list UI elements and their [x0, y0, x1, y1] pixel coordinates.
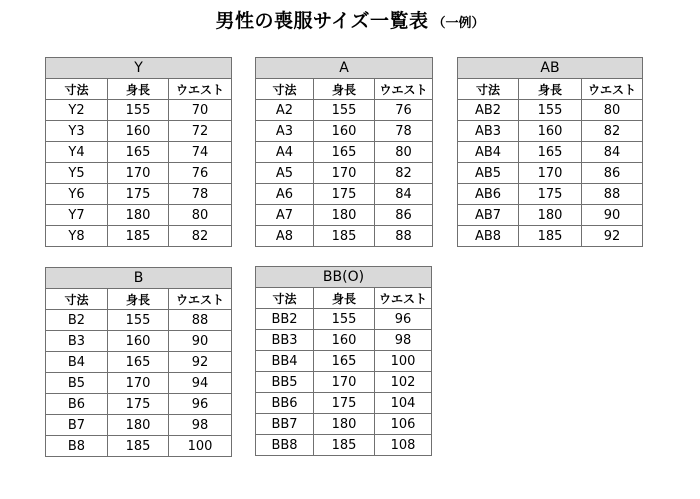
height-cell: 185 [314, 226, 375, 247]
height-cell: 160 [519, 121, 582, 142]
table-group-title: BB(O) [256, 267, 432, 288]
table-row [256, 163, 433, 184]
size-cell: AB7 [458, 205, 519, 226]
waist-cell: 76 [169, 163, 232, 184]
height-cell: 165 [108, 352, 169, 373]
size-cell: Y2 [46, 100, 108, 121]
table-row [256, 121, 433, 142]
table-row [46, 100, 232, 121]
table-row [256, 309, 432, 330]
waist-cell: 86 [375, 205, 433, 226]
height-cell: 185 [108, 436, 169, 457]
height-cell: 175 [519, 184, 582, 205]
table-group-title: Y [46, 58, 232, 79]
height-cell: 155 [108, 310, 169, 331]
col-header-size: 寸法 [46, 289, 108, 310]
waist-cell: 88 [169, 310, 232, 331]
size-table-y [45, 57, 232, 247]
size-cell: B8 [46, 436, 108, 457]
height-cell: 165 [314, 351, 375, 372]
size-cell: B3 [46, 331, 108, 352]
height-cell: 165 [314, 142, 375, 163]
waist-cell: 100 [169, 436, 232, 457]
table-row [46, 436, 232, 457]
table-row [256, 435, 432, 456]
table-row [256, 372, 432, 393]
table-row [46, 184, 232, 205]
table-row [46, 142, 232, 163]
table-group-title: AB [458, 58, 643, 79]
table-row [458, 121, 643, 142]
size-table-ab [457, 57, 643, 247]
table-row [46, 310, 232, 331]
height-cell: 175 [108, 184, 169, 205]
waist-cell: 98 [169, 415, 232, 436]
height-cell: 170 [314, 163, 375, 184]
size-cell: B6 [46, 394, 108, 415]
col-header-waist: ウエスト [375, 288, 432, 309]
size-cell: Y5 [46, 163, 108, 184]
waist-cell: 98 [375, 330, 432, 351]
col-header-size: 寸法 [256, 288, 314, 309]
size-cell: Y6 [46, 184, 108, 205]
waist-cell: 70 [169, 100, 232, 121]
height-cell: 155 [108, 100, 169, 121]
page-title [0, 6, 700, 33]
table-row [256, 414, 432, 435]
height-cell: 175 [314, 184, 375, 205]
table-row [458, 142, 643, 163]
size-cell: BB5 [256, 372, 314, 393]
waist-cell: 88 [582, 184, 643, 205]
table-row [458, 205, 643, 226]
table-row [256, 184, 433, 205]
height-cell: 160 [108, 331, 169, 352]
table-row [46, 394, 232, 415]
col-header-height: 身長 [314, 288, 375, 309]
size-cell: A5 [256, 163, 314, 184]
size-cell: Y8 [46, 226, 108, 247]
size-cell: BB3 [256, 330, 314, 351]
table-row [458, 163, 643, 184]
height-cell: 165 [519, 142, 582, 163]
size-cell: B7 [46, 415, 108, 436]
waist-cell: 72 [169, 121, 232, 142]
table-row [458, 226, 643, 247]
col-header-size: 寸法 [46, 79, 108, 100]
table-group-title: B [46, 268, 232, 289]
table-row [46, 205, 232, 226]
size-cell: BB7 [256, 414, 314, 435]
height-cell: 170 [314, 372, 375, 393]
size-cell: AB6 [458, 184, 519, 205]
height-cell: 170 [108, 373, 169, 394]
page-title-sub: （一例） [432, 16, 485, 31]
col-header-size: 寸法 [256, 79, 314, 100]
height-cell: 175 [314, 393, 375, 414]
col-header-height: 身長 [314, 79, 375, 100]
height-cell: 185 [314, 435, 375, 456]
size-cell: B5 [46, 373, 108, 394]
height-cell: 160 [108, 121, 169, 142]
table-row [256, 226, 433, 247]
waist-cell: 84 [375, 184, 433, 205]
col-header-size: 寸法 [458, 79, 519, 100]
size-cell: A6 [256, 184, 314, 205]
col-header-height: 身長 [108, 289, 169, 310]
size-cell: A2 [256, 100, 314, 121]
table-row [46, 121, 232, 142]
waist-cell: 86 [582, 163, 643, 184]
size-cell: B4 [46, 352, 108, 373]
height-cell: 155 [314, 100, 375, 121]
table-row [458, 100, 643, 121]
waist-cell: 108 [375, 435, 432, 456]
waist-cell: 106 [375, 414, 432, 435]
waist-cell: 94 [169, 373, 232, 394]
height-cell: 175 [108, 394, 169, 415]
col-header-height: 身長 [108, 79, 169, 100]
height-cell: 180 [519, 205, 582, 226]
height-cell: 180 [108, 205, 169, 226]
size-cell: Y4 [46, 142, 108, 163]
size-cell: AB2 [458, 100, 519, 121]
table-row [256, 330, 432, 351]
waist-cell: 92 [582, 226, 643, 247]
size-cell: B2 [46, 310, 108, 331]
size-cell: BB6 [256, 393, 314, 414]
waist-cell: 74 [169, 142, 232, 163]
table-row [256, 100, 433, 121]
table-row [46, 331, 232, 352]
waist-cell: 104 [375, 393, 432, 414]
size-cell: BB8 [256, 435, 314, 456]
col-header-waist: ウエスト [582, 79, 643, 100]
height-cell: 185 [108, 226, 169, 247]
size-cell: BB2 [256, 309, 314, 330]
size-cell: A4 [256, 142, 314, 163]
size-cell: A7 [256, 205, 314, 226]
height-cell: 180 [314, 414, 375, 435]
table-row [46, 373, 232, 394]
size-cell: A8 [256, 226, 314, 247]
height-cell: 180 [108, 415, 169, 436]
waist-cell: 96 [375, 309, 432, 330]
page-title-main: 男性の喪服サイズ一覧表 [215, 10, 429, 32]
col-header-waist: ウエスト [169, 289, 232, 310]
waist-cell: 80 [375, 142, 433, 163]
height-cell: 160 [314, 121, 375, 142]
waist-cell: 88 [375, 226, 433, 247]
waist-cell: 78 [375, 121, 433, 142]
size-table-a [255, 57, 433, 247]
waist-cell: 78 [169, 184, 232, 205]
waist-cell: 92 [169, 352, 232, 373]
table-row [256, 393, 432, 414]
waist-cell: 90 [169, 331, 232, 352]
size-cell: AB3 [458, 121, 519, 142]
table-row [46, 226, 232, 247]
size-cell: AB4 [458, 142, 519, 163]
table-row [46, 352, 232, 373]
table-row [256, 205, 433, 226]
col-header-waist: ウエスト [169, 79, 232, 100]
waist-cell: 82 [169, 226, 232, 247]
waist-cell: 76 [375, 100, 433, 121]
col-header-height: 身長 [519, 79, 582, 100]
size-cell: AB8 [458, 226, 519, 247]
waist-cell: 80 [169, 205, 232, 226]
height-cell: 155 [519, 100, 582, 121]
height-cell: 180 [314, 205, 375, 226]
table-row [256, 142, 433, 163]
size-cell: Y3 [46, 121, 108, 142]
waist-cell: 84 [582, 142, 643, 163]
size-cell: BB4 [256, 351, 314, 372]
table-row [46, 163, 232, 184]
waist-cell: 96 [169, 394, 232, 415]
col-header-waist: ウエスト [375, 79, 433, 100]
table-row [256, 351, 432, 372]
waist-cell: 100 [375, 351, 432, 372]
size-cell: A3 [256, 121, 314, 142]
waist-cell: 102 [375, 372, 432, 393]
size-cell: AB5 [458, 163, 519, 184]
waist-cell: 82 [582, 121, 643, 142]
height-cell: 170 [108, 163, 169, 184]
waist-cell: 90 [582, 205, 643, 226]
table-row [46, 415, 232, 436]
height-cell: 165 [108, 142, 169, 163]
waist-cell: 82 [375, 163, 433, 184]
height-cell: 160 [314, 330, 375, 351]
size-table-b [45, 267, 232, 457]
height-cell: 155 [314, 309, 375, 330]
table-group-title: A [256, 58, 433, 79]
table-row [458, 184, 643, 205]
height-cell: 185 [519, 226, 582, 247]
size-table-bb-o [255, 266, 432, 456]
size-cell: Y7 [46, 205, 108, 226]
height-cell: 170 [519, 163, 582, 184]
waist-cell: 80 [582, 100, 643, 121]
